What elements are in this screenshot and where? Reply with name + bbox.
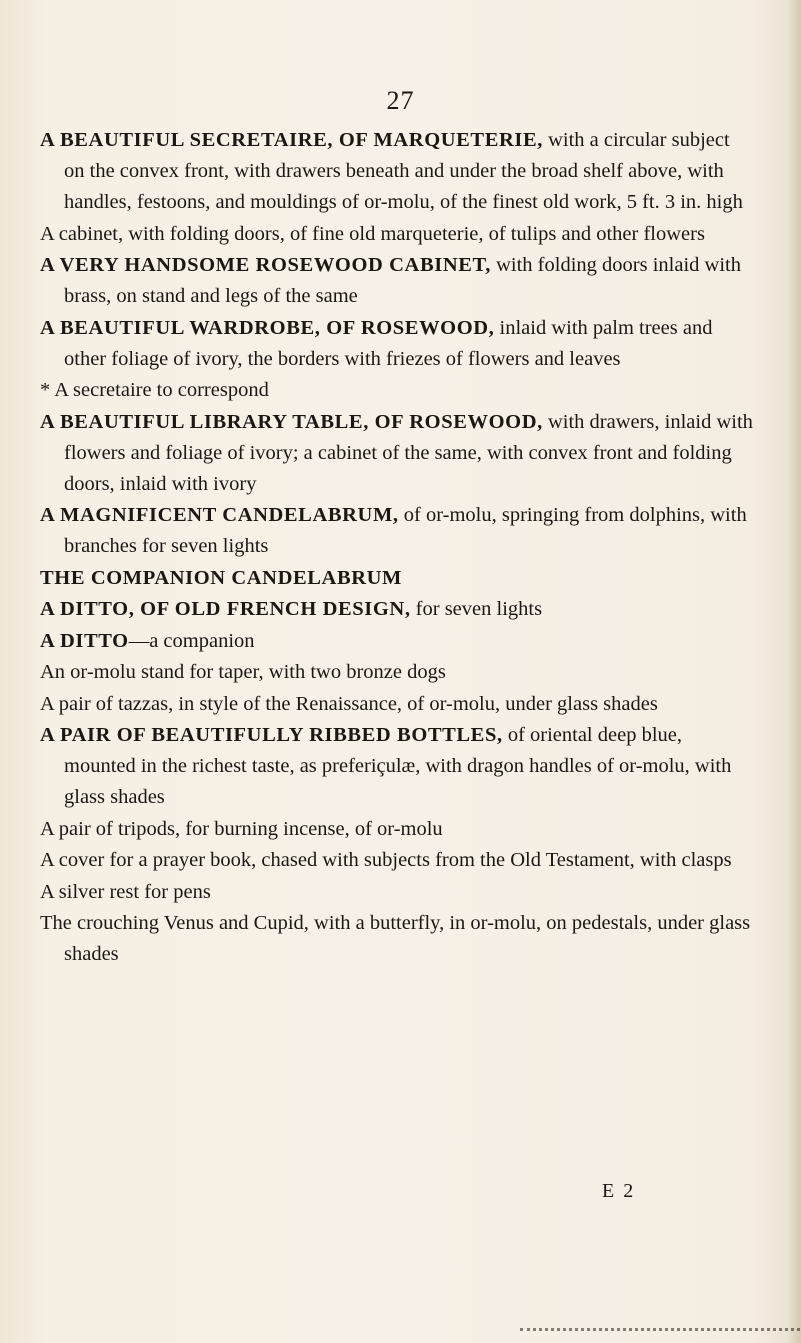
lot-description: with drawers, inlaid with flowers and foliage of ivory; a cabinet of the same, with convex front and folding doors, inlaid with ivory (64, 410, 753, 495)
lot-description: with a circular subject on the convex front, with drawers beneath and under the broad shelf above, with handles, festoons, and mouldings of or-molu, of the finest old work, 5 ft. 3 in. high (64, 129, 743, 213)
lot-description: The crouching Venus and Cupid, with a butterfly, in or-molu, on pedestals, under glass shades (40, 912, 751, 965)
lot-description: A cabinet, with folding doors, of fine old marqueterie, of tulips and other flowers (40, 222, 705, 245)
lot-item (40, 720, 755, 813)
lot-item (40, 594, 755, 625)
lot-description: A pair of tripods, for burning incense, of or-molu (40, 817, 443, 840)
lot-description: A cover for a prayer book, chased with subjects from the Old Testament, with clasps (40, 849, 732, 871)
lot-item (40, 125, 755, 218)
lot-item (40, 500, 755, 562)
bleed-through-text (520, 1328, 800, 1337)
lot-heading: A DITTO, OF OLD FRENCH DESIGN, (40, 598, 411, 620)
lot-description: with folding doors inlaid with brass, on stand and legs of the same (64, 254, 741, 307)
lot-description: A silver rest for pens (40, 880, 211, 903)
lot-item (40, 563, 755, 594)
lot-description: for seven lights (410, 598, 543, 620)
page-edge-shadow (787, 0, 801, 1343)
lot-item (40, 689, 755, 720)
lot-heading: A BEAUTIFUL LIBRARY TABLE, OF ROSEWOOD, (40, 410, 543, 433)
lot-heading: A PAIR OF BEAUTIFULLY RIBBED BOTTLES, (40, 724, 503, 746)
lot-item (40, 814, 755, 845)
lot-description: A pair of tazzas, in style of the Renaissance, of or-molu, under glass shades (40, 692, 658, 715)
lot-heading: A VERY HANDSOME ROSEWOOD CABINET, (40, 254, 491, 276)
signature-mark: E 2 (602, 1180, 636, 1202)
lot-item (40, 250, 755, 312)
lot-item (40, 908, 755, 970)
lot-list (40, 125, 755, 971)
lot-description: An or-molu stand for taper, with two bronze dogs (40, 661, 446, 683)
lot-item (40, 877, 755, 908)
lot-heading: THE COMPANION CANDELABRUM (40, 566, 402, 589)
lot-item (40, 626, 755, 657)
lot-heading: A BEAUTIFUL WARDROBE, OF ROSEWOOD, (40, 316, 495, 339)
lot-item (40, 845, 755, 876)
lot-item (40, 657, 755, 688)
lot-item (40, 375, 755, 406)
lot-description: of or-molu, springing from dolphins, with branches for seven lights (64, 504, 747, 557)
page-number: 27 (386, 86, 415, 115)
lot-heading: A DITTO (40, 629, 129, 652)
lot-description: inlaid with palm trees and other foliage of ivory, the borders with friezes of flowers and leaves (64, 316, 713, 370)
lot-description: * A secretaire to correspond (40, 379, 269, 401)
lot-description: —a companion (128, 629, 255, 652)
lot-heading: A MAGNIFICENT CANDELABRUM, (40, 504, 399, 526)
lot-item (40, 407, 755, 500)
lot-heading: A BEAUTIFUL SECRETAIRE, OF MARQUETERIE, (40, 129, 543, 151)
lot-item (40, 219, 755, 250)
lot-item (40, 313, 755, 375)
lot-description: of oriental deep blue, mounted in the richest taste, as preferiçulæ, with dragon handles of or-molu, with glass shades (64, 724, 732, 808)
